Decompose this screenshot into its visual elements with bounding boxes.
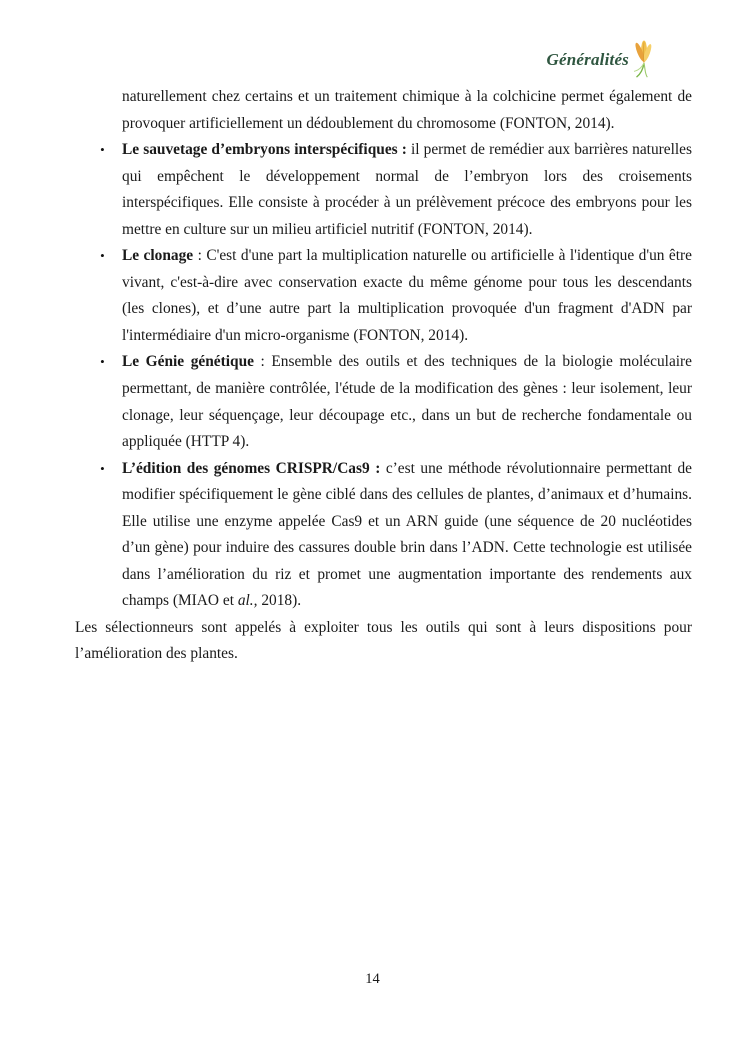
term-definition: il permet de remédier aux barrières naturelles qui empêchent le développement normal de l’embryon lors des croisements interspécifiques. Elle consiste à procéder à un prélèvement précoce des embryons pour les mettre en culture sur un milieu artificiel nutritif (FONTON, 2014). [122, 141, 692, 238]
list-item-crispr-cas9 [75, 456, 692, 615]
running-header-title: Généralités [546, 50, 629, 69]
page-header [547, 40, 661, 78]
list-item-genie-genetique [75, 349, 692, 455]
list-item-embryo-rescue [75, 137, 692, 243]
term-definition: : Ensemble des outils et des techniques de la biologie moléculaire permettant, de manière contrôlée, l'étude de la modification des gènes : leur isolement, leur clonage, leur séquençage, leur découpage etc., dans un but de recherche fondamentale ou appliquée (HTTP 4). [122, 353, 693, 451]
citation-italic: al., [237, 592, 258, 610]
term-label: Le Génie génétique [122, 353, 254, 371]
term-label: Le clonage [122, 247, 194, 265]
term-definition: c’est une méthode révolutionnaire permettant de modifier spécifiquement le gène ciblé dans des cellules de plantes, d’animaux et d’humains. Elle utilise une enzyme appelée Cas9 et un ARN guide (une séquence de 20 nucléotides d’un gène) pour induire des cassures double brin dans l’ADN. Cette technologie est utilisée dans l’amélioration du riz et promet une augmentation importante des rendements aux champs (MIAO et [122, 459, 692, 610]
bullet-icon: • [100, 354, 105, 370]
document-body [75, 84, 692, 668]
term-definition: : C'est d'une part la multiplication naturelle ou artificielle à l'identique d'un être vivant, c'est-à-dire avec conservation exacte du même génome pour tous les descendants (les clones), et d’une autre part la multiplication provoquée d'un fragment d'ADN par l'intermédiaire d'un micro-organisme (FONTON, 2014). [122, 247, 692, 344]
bullet-icon: • [100, 248, 105, 264]
paragraph-continuation: naturellement chez certains et un traitement chimique à la colchicine permet également de provoquer artificiellement un dédoublement du chromosome (FONTON, 2014). [122, 88, 692, 132]
bullet-icon: • [100, 460, 105, 476]
page-number: 14 [365, 971, 380, 987]
bullet-icon: • [100, 142, 105, 158]
closing-paragraph: Les sélectionneurs sont appelés à exploiter tous les outils qui sont à leurs dispositions pour l’amélioration des plantes. [75, 618, 692, 663]
flower-icon [627, 38, 661, 78]
term-label: L’édition des génomes CRISPR/Cas9 : [122, 459, 386, 477]
list-item-clonage [75, 243, 692, 349]
citation-year: 2018). [257, 592, 302, 610]
bullet-list [75, 137, 692, 615]
term-label: Le sauvetage d’embryons interspécifiques : [122, 141, 411, 159]
